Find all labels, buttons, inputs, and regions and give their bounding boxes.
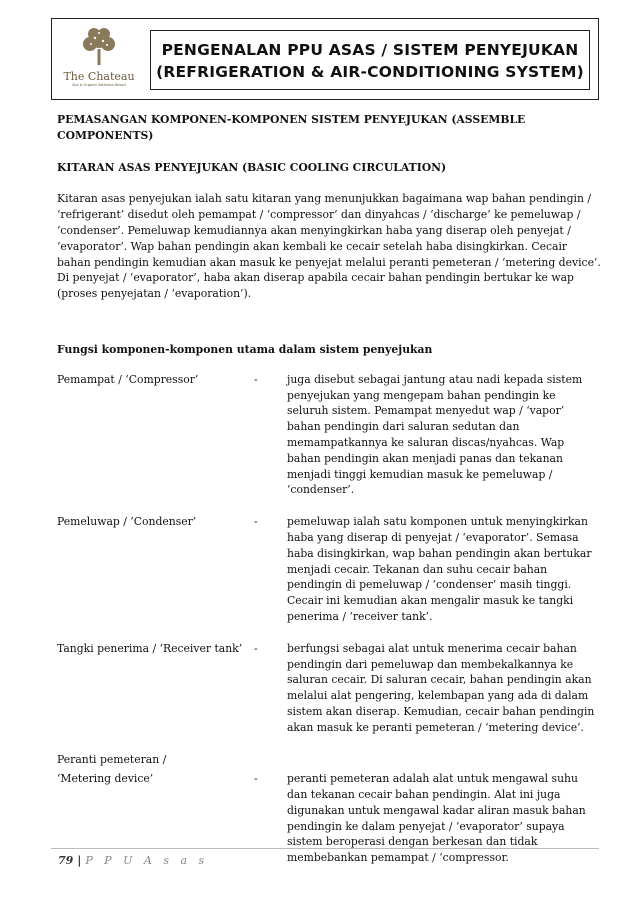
component-condenser <box>57 514 601 625</box>
component-receiver-tank <box>57 641 601 736</box>
title-box <box>150 30 590 90</box>
page-content <box>57 112 601 866</box>
component-description: juga disebut sebagai jantung atau nadi kepada sistem penyejukan yang mengepam bahan pendingin ke seluruh sistem. Pemampat menyedut wap / ‘vapor’ bahan pendingin dari saluran sedutan dan memampatkannya ke saluran discas/nyahcas. Wap bahan pendingin akan menjadi panas dan tekanan menjadi tinggi kemudian masuk ke pemeluwap / ‘condenser’. <box>287 372 583 497</box>
logo-name: The Chateau <box>63 70 135 83</box>
component-description: peranti pemeteran adalah alat untuk mengawal suhu dan tekanan cecair bahan pendingin. Alat ini juga digunakan untuk mengawal kadar aliran masuk bahan pendingin ke dalam penyejat / ‘evaporator’ supaya sistem beroperasi dengan berkesan dan tidak membebankan pemampat / ‘compressor. <box>287 772 586 865</box>
component-metering-device <box>57 771 601 866</box>
intro-paragraph: Kitaran asas penyejukan ialah satu kitaran yang menunjukkan bagaimana wap bahan pendingin / ‘refrigerant’ disedut oleh pemampat / ‘compressor’ dan dinyahcas / ‘discharge’ ke pemeluwap / ‘condenser’. Pemeluwap kemudiannya akan menyingkirkan haba yang diserap oleh penyejat / ‘evaporator’. Wap bahan pendingin akan kembali ke cecair setelah haba disingkirkan. Cecair bahan pendingin kemudian akan masuk ke penyejat melalui peranti pemeteran / ‘metering device’. Di penyejat / ‘evaporator’, haba akan diserap apabila cecair bahan pendingin bertukar ke wap (proses penyejatan / ‘evaporation’). <box>57 192 601 301</box>
component-dash: - <box>254 372 258 386</box>
component-label: ‘Metering device’ <box>57 772 154 786</box>
subheading: KITARAN ASAS PENYEJUKAN (BASIC COOLING CIRCULATION) <box>57 160 447 174</box>
page-number: 79 <box>58 854 74 867</box>
logo <box>56 23 142 95</box>
component-dash: - <box>254 772 258 786</box>
footer-separator: | <box>77 854 82 867</box>
tree-logo-icon <box>77 25 121 69</box>
component-label: Pemampat / ‘Compressor’ <box>57 372 199 386</box>
logo-tagline: Spa & Organic Wellness Resort <box>72 83 126 87</box>
title-line-1: PENGENALAN PPU ASAS / SISTEM PENYEJUKAN <box>161 41 579 59</box>
footer-divider <box>51 848 599 849</box>
component-label: Pemeluwap / ‘Condenser’ <box>57 515 197 529</box>
page-footer <box>58 854 208 867</box>
component-description: pemeluwap ialah satu komponen untuk menyingkirkan haba yang diserap di penyejat / ‘evaporator’. Semasa haba disingkirkan, wap bahan pendingin akan bertukar menjadi cecair. Tekanan dan suhu cecair bahan pendingin di pemeluwap / ‘condenser’ masih tinggi. Cecair ini kemudian akan mengalir masuk ke tangki penerima / ‘receiver tank’. <box>287 515 592 623</box>
functions-heading: Fungsi komponen-komponen utama dalam sistem penyejukan <box>57 342 433 356</box>
document-name: P P U A s a s <box>85 854 209 867</box>
component-description: berfungsi sebagai alat untuk menerima cecair bahan pendingin dari pemeluwap dan membekalkannya ke saluran cecair. Di saluran cecair, bahan pendingin akan melalui alat pengering, kelembapan yang ada di dalam sistem akan diserap. Kemudian, cecair bahan pendingin akan masuk ke peranti pemeteran / ‘metering device’. <box>287 641 595 734</box>
component-label: Tangki penerima / ‘Receiver tank’ <box>57 641 243 655</box>
title-line-2: (REFRIGERATION & AIR-CONDITIONING SYSTEM) <box>156 63 584 81</box>
page-header <box>51 18 599 100</box>
section-heading: PEMASANGAN KOMPONEN-KOMPONEN SISTEM PENYEJUKAN (ASSEMBLE COMPONENTS) <box>57 113 526 142</box>
component-compressor <box>57 372 601 498</box>
component-dash: - <box>254 641 258 655</box>
component-label-line1: Peranti pemeteran / <box>57 752 167 766</box>
component-dash: - <box>254 515 258 529</box>
